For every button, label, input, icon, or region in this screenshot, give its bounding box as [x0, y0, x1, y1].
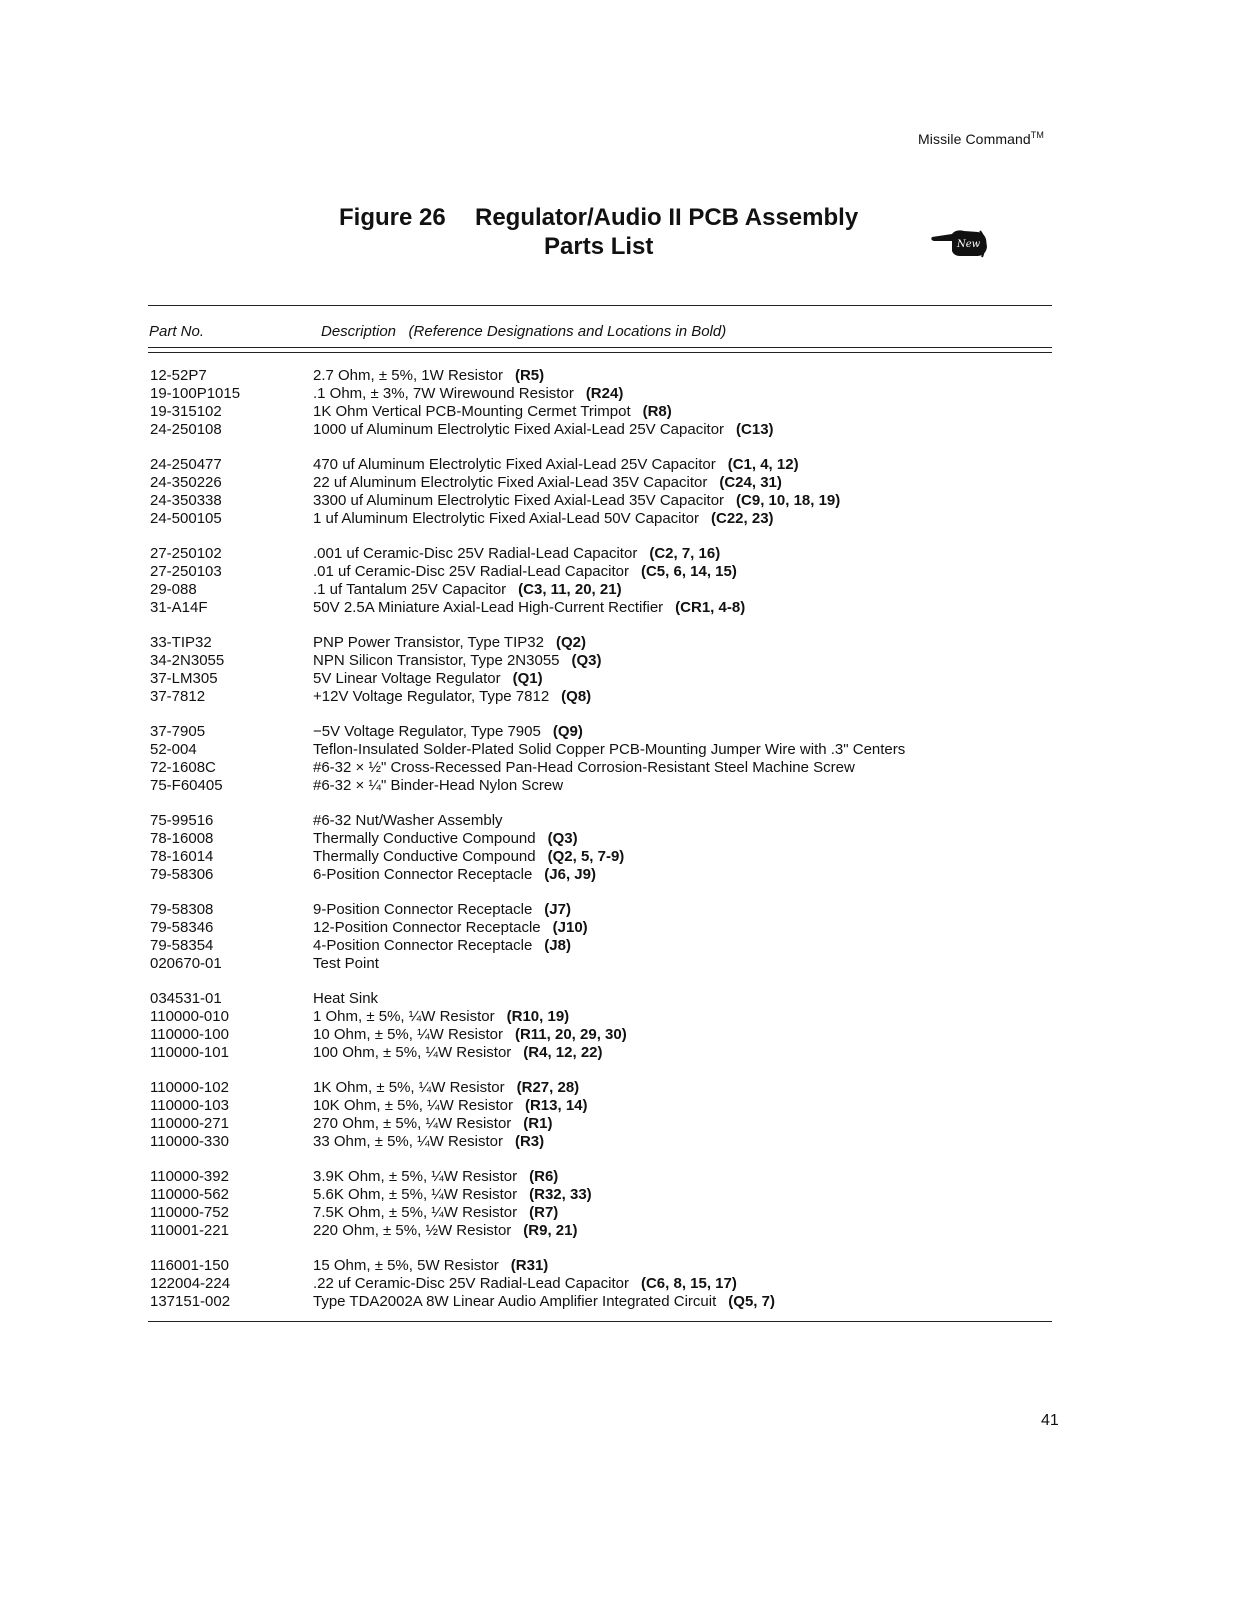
part-row	[0, 990, 1237, 1008]
part-description: 3300 uf Aluminum Electrolytic Fixed Axial-Lead 35V Capacitor	[313, 492, 725, 509]
part-number: 110000-271	[150, 1115, 229, 1132]
reference-designation: (R27, 28)	[516, 1079, 580, 1096]
pointing-hand-icon	[930, 225, 990, 259]
part-description-cell	[313, 563, 737, 581]
part-description: Type TDA2002A 8W Linear Audio Amplifier Integrated Circuit	[313, 1293, 717, 1310]
part-description-cell	[313, 385, 623, 403]
part-number: 78-16014	[150, 848, 214, 865]
reference-designation: (Q2, 5, 7-9)	[547, 848, 625, 865]
part-row	[0, 1044, 1237, 1062]
part-description: .001 uf Ceramic-Disc 25V Radial-Lead Capacitor	[313, 545, 638, 562]
part-number: 75-99516	[150, 812, 214, 829]
part-description-cell	[313, 866, 596, 884]
part-number: 79-58354	[150, 937, 214, 954]
part-row	[0, 1115, 1237, 1133]
new-badge-text: New	[957, 239, 981, 250]
part-row	[0, 759, 1237, 777]
part-row	[0, 456, 1237, 474]
part-row	[0, 777, 1237, 795]
reference-designation: (Q3)	[571, 652, 602, 669]
part-number: 110000-752	[150, 1204, 229, 1221]
part-row	[0, 403, 1237, 421]
part-row	[0, 367, 1237, 385]
part-description: −5V Voltage Regulator, Type 7905	[313, 723, 541, 740]
part-description: 100 Ohm, ± 5%, ¼W Resistor	[313, 1044, 512, 1061]
part-row	[0, 955, 1237, 973]
figure-title-line1: Regulator/Audio II PCB Assembly	[475, 204, 859, 231]
reference-designation: (C22, 23)	[711, 510, 774, 527]
parts-group	[0, 634, 1237, 706]
part-number: 52-004	[150, 741, 197, 758]
part-number: 19-315102	[150, 403, 222, 420]
part-row	[0, 1204, 1237, 1222]
part-description: 33 Ohm, ± 5%, ¼W Resistor	[313, 1133, 503, 1150]
part-description: 1000 uf Aluminum Electrolytic Fixed Axial-Lead 25V Capacitor	[313, 421, 725, 438]
part-description-cell	[313, 1079, 579, 1097]
part-number: 79-58346	[150, 919, 214, 936]
reference-designation: (J7)	[544, 901, 571, 918]
reference-designation: (R5)	[514, 367, 545, 384]
part-number: 122004-224	[150, 1275, 231, 1292]
part-row	[0, 723, 1237, 741]
part-description-cell	[313, 1186, 592, 1204]
part-number: 27-250103	[150, 563, 222, 580]
reference-designation: (Q2)	[555, 634, 586, 651]
part-description-cell	[313, 581, 622, 599]
part-description-cell	[313, 688, 591, 706]
part-description: #6-32 × ½" Cross-Recessed Pan-Head Corrosion-Resistant Steel Machine Screw	[313, 759, 855, 776]
reference-designation: (J10)	[552, 919, 588, 936]
part-row	[0, 581, 1237, 599]
parts-group	[0, 1257, 1237, 1311]
part-number: 24-500105	[150, 510, 222, 527]
part-description: 4-Position Connector Receptacle	[313, 937, 533, 954]
part-description: 5V Linear Voltage Regulator	[313, 670, 501, 687]
part-row	[0, 670, 1237, 688]
part-description: 12-Position Connector Receptacle	[313, 919, 541, 936]
part-number: 24-350338	[150, 492, 222, 509]
part-description: 1K Ohm Vertical PCB-Mounting Cermet Trimpot	[313, 403, 631, 420]
part-description-cell	[313, 937, 571, 955]
parts-group	[0, 1079, 1237, 1151]
part-description-cell	[313, 367, 544, 385]
part-description: #6-32 × ¼" Binder-Head Nylon Screw	[313, 777, 564, 794]
part-row	[0, 1097, 1237, 1115]
reference-designation: (Q8)	[561, 688, 592, 705]
part-row	[0, 652, 1237, 670]
reference-designation: (Q3)	[547, 830, 578, 847]
reference-designation: (C13)	[736, 421, 774, 438]
part-row	[0, 1222, 1237, 1240]
part-row	[0, 421, 1237, 439]
part-description: NPN Silicon Transistor, Type 2N3055	[313, 652, 560, 669]
part-description-cell	[313, 545, 720, 563]
part-description-cell	[313, 1275, 737, 1293]
part-description: .01 uf Ceramic-Disc 25V Radial-Lead Capacitor	[313, 563, 629, 580]
part-number: 72-1608C	[150, 759, 216, 776]
part-number: 110000-392	[150, 1168, 229, 1185]
reference-designation: (Q9)	[552, 723, 583, 740]
part-number: 110000-562	[150, 1186, 229, 1203]
part-number: 137151-002	[150, 1293, 231, 1310]
part-row	[0, 492, 1237, 510]
part-number: 24-250108	[150, 421, 222, 438]
part-description-cell	[313, 777, 563, 795]
reference-designation: (R13, 14)	[524, 1097, 588, 1114]
part-description: 50V 2.5A Miniature Axial-Lead High-Current Rectifier	[313, 599, 664, 616]
parts-group	[0, 901, 1237, 973]
part-description-cell	[313, 456, 799, 474]
part-description-cell	[313, 901, 571, 919]
parts-list	[0, 367, 1237, 1328]
part-number: 24-250477	[150, 456, 222, 473]
part-description: Thermally Conductive Compound	[313, 830, 536, 847]
part-description: 270 Ohm, ± 5%, ¼W Resistor	[313, 1115, 512, 1132]
part-description-cell	[313, 1222, 577, 1240]
part-row	[0, 599, 1237, 617]
part-number: 37-7905	[150, 723, 206, 740]
part-row	[0, 634, 1237, 652]
part-number: 34-2N3055	[150, 652, 225, 669]
part-description: 7.5K Ohm, ± 5%, ¼W Resistor	[313, 1204, 518, 1221]
part-number: 37-LM305	[150, 670, 218, 687]
part-row	[0, 1008, 1237, 1026]
reference-designation: (R6)	[529, 1168, 559, 1185]
part-number: 12-52P7	[150, 367, 207, 384]
parts-group	[0, 367, 1237, 439]
part-row	[0, 1257, 1237, 1275]
part-row	[0, 830, 1237, 848]
reference-designation: (C24, 31)	[719, 474, 782, 491]
part-description-cell	[313, 919, 588, 937]
part-description: 22 uf Aluminum Electrolytic Fixed Axial-Lead 35V Capacitor	[313, 474, 708, 491]
part-row	[0, 937, 1237, 955]
part-description: 15 Ohm, ± 5%, 5W Resistor	[313, 1257, 499, 1274]
part-description: 2.7 Ohm, ± 5%, 1W Resistor	[313, 367, 503, 384]
part-description-cell	[313, 1168, 558, 1186]
header-rule-2	[148, 352, 1052, 353]
part-number: 110000-103	[150, 1097, 229, 1114]
part-description: Heat Sink	[313, 990, 379, 1007]
parts-group	[0, 723, 1237, 795]
part-number: 034531-01	[150, 990, 222, 1007]
reference-designation: (R3)	[514, 1133, 545, 1150]
part-description: 10 Ohm, ± 5%, ¼W Resistor	[313, 1026, 503, 1043]
reference-designation: (R1)	[523, 1115, 553, 1132]
reference-designation: (C6, 8, 15, 17)	[640, 1275, 737, 1292]
part-row	[0, 563, 1237, 581]
part-description-cell	[313, 955, 379, 973]
part-description-cell	[313, 403, 672, 421]
reference-designation: (J6, J9)	[544, 866, 596, 883]
figure-number: Figure 26	[339, 204, 446, 231]
part-description-cell	[313, 1257, 548, 1275]
part-number: 110000-010	[150, 1008, 229, 1025]
reference-designation: (R32, 33)	[529, 1186, 592, 1203]
part-description: 10K Ohm, ± 5%, ¼W Resistor	[313, 1097, 513, 1114]
part-description-cell	[313, 1044, 603, 1062]
parts-group	[0, 456, 1237, 528]
part-description: 1 uf Aluminum Electrolytic Fixed Axial-Lead 50V Capacitor	[313, 510, 700, 527]
part-description-cell	[313, 812, 503, 830]
part-row	[0, 385, 1237, 403]
parts-group	[0, 812, 1237, 884]
bottom-rule	[148, 1321, 1052, 1322]
part-description: PNP Power Transistor, Type TIP32	[313, 634, 544, 651]
part-description-cell	[313, 634, 586, 652]
part-description-cell	[313, 1115, 552, 1133]
part-description-cell	[313, 1097, 588, 1115]
part-description: 5.6K Ohm, ± 5%, ¼W Resistor	[313, 1186, 518, 1203]
part-row	[0, 866, 1237, 884]
part-row	[0, 1026, 1237, 1044]
part-number: 110001-221	[150, 1222, 229, 1239]
part-description: #6-32 Nut/Washer Assembly	[313, 812, 503, 829]
part-description: Thermally Conductive Compound	[313, 848, 536, 865]
part-description-cell	[313, 670, 543, 688]
part-number: 37-7812	[150, 688, 206, 705]
part-number: 27-250102	[150, 545, 222, 562]
part-description-cell	[313, 830, 578, 848]
parts-group	[0, 1168, 1237, 1240]
part-number: 110000-101	[150, 1044, 229, 1061]
part-description-cell	[313, 1133, 544, 1151]
part-description-cell	[313, 474, 782, 492]
parts-group	[0, 545, 1237, 617]
part-description: 1 Ohm, ± 5%, ¼W Resistor	[313, 1008, 495, 1025]
part-description-cell	[313, 848, 624, 866]
part-row	[0, 1168, 1237, 1186]
part-row	[0, 474, 1237, 492]
part-row	[0, 1079, 1237, 1097]
part-row	[0, 1275, 1237, 1293]
part-description-cell	[313, 1026, 627, 1044]
part-number: 78-16008	[150, 830, 214, 847]
part-description: 6-Position Connector Receptacle	[313, 866, 533, 883]
figure-title-line2: Parts List	[544, 233, 654, 260]
part-number: 33-TIP32	[150, 634, 212, 651]
part-description-cell	[313, 723, 583, 741]
part-row	[0, 510, 1237, 528]
reference-designation: (R7)	[529, 1204, 559, 1221]
part-description: .1 Ohm, ± 3%, 7W Wirewound Resistor	[313, 385, 574, 402]
part-description-cell	[313, 492, 840, 510]
reference-designation: (Q1)	[512, 670, 543, 687]
part-description-cell	[313, 652, 602, 670]
part-description-cell	[313, 1204, 558, 1222]
reference-designation: (R10, 19)	[506, 1008, 570, 1025]
reference-designation: (C3, 11, 20, 21)	[518, 581, 622, 598]
top-rule	[148, 305, 1052, 306]
part-description-cell	[313, 599, 745, 617]
part-description: Teflon-Insulated Solder-Plated Solid Copper PCB-Mounting Jumper Wire with .3" Centers	[313, 741, 906, 758]
part-row	[0, 545, 1237, 563]
reference-designation: (R11, 20, 29, 30)	[514, 1026, 627, 1043]
part-number: 020670-01	[150, 955, 222, 972]
part-description: 9-Position Connector Receptacle	[313, 901, 533, 918]
part-description-cell	[313, 741, 905, 759]
column-header-description: Description (Reference Designations and Locations in Bold)	[321, 323, 727, 340]
reference-designation: (C5, 6, 14, 15)	[640, 563, 737, 580]
part-description-cell	[313, 1293, 775, 1311]
trademark-mark: TM	[1030, 130, 1044, 140]
part-description-cell	[313, 759, 855, 777]
part-description: 3.9K Ohm, ± 5%, ¼W Resistor	[313, 1168, 518, 1185]
reference-designation: (R24)	[585, 385, 624, 402]
reference-designation: (R9, 21)	[523, 1222, 578, 1239]
reference-designation: (C2, 7, 16)	[649, 545, 721, 562]
product-name: Missile Command	[918, 131, 1031, 147]
reference-designation: (C9, 10, 18, 19)	[736, 492, 841, 509]
parts-group	[0, 990, 1237, 1062]
part-row	[0, 901, 1237, 919]
part-number: 110000-100	[150, 1026, 229, 1043]
part-description: Test Point	[313, 955, 379, 972]
part-description: 470 uf Aluminum Electrolytic Fixed Axial-Lead 25V Capacitor	[313, 456, 716, 473]
part-row	[0, 1133, 1237, 1151]
part-number: 79-58306	[150, 866, 214, 883]
part-row	[0, 848, 1237, 866]
part-description-cell	[313, 990, 378, 1008]
page-number: 41	[1041, 1412, 1059, 1429]
part-description: +12V Voltage Regulator, Type 7812	[313, 688, 550, 705]
part-row	[0, 1293, 1237, 1311]
part-number: 116001-150	[150, 1257, 229, 1274]
reference-designation: (Q5, 7)	[728, 1293, 775, 1310]
header-rule-1	[148, 347, 1052, 348]
part-number: 24-350226	[150, 474, 222, 491]
part-number: 75-F60405	[150, 777, 223, 794]
part-description-cell	[313, 510, 774, 528]
part-description-cell	[313, 421, 774, 439]
part-number: 79-58308	[150, 901, 214, 918]
reference-designation: (J8)	[544, 937, 571, 954]
part-row	[0, 1186, 1237, 1204]
part-row	[0, 688, 1237, 706]
part-description-cell	[313, 1008, 569, 1026]
part-row	[0, 919, 1237, 937]
part-description: 220 Ohm, ± 5%, ½W Resistor	[313, 1222, 512, 1239]
part-description: 1K Ohm, ± 5%, ¼W Resistor	[313, 1079, 505, 1096]
reference-designation: (R4, 12, 22)	[523, 1044, 603, 1061]
reference-designation: (R8)	[642, 403, 672, 420]
part-row	[0, 812, 1237, 830]
reference-designation: (R31)	[510, 1257, 549, 1274]
part-number: 110000-102	[150, 1079, 229, 1096]
part-description: .22 uf Ceramic-Disc 25V Radial-Lead Capacitor	[313, 1275, 629, 1292]
running-header	[918, 130, 1044, 147]
part-description: .1 uf Tantalum 25V Capacitor	[313, 581, 507, 598]
column-header-part-no: Part No.	[149, 323, 205, 340]
part-number: 19-100P1015	[150, 385, 241, 402]
figure-title	[339, 203, 879, 261]
part-number: 110000-330	[150, 1133, 229, 1150]
reference-designation: (CR1, 4-8)	[675, 599, 746, 616]
part-row	[0, 741, 1237, 759]
reference-designation: (C1, 4, 12)	[727, 456, 799, 473]
part-number: 29-088	[150, 581, 197, 598]
part-number: 31-A14F	[150, 599, 208, 616]
